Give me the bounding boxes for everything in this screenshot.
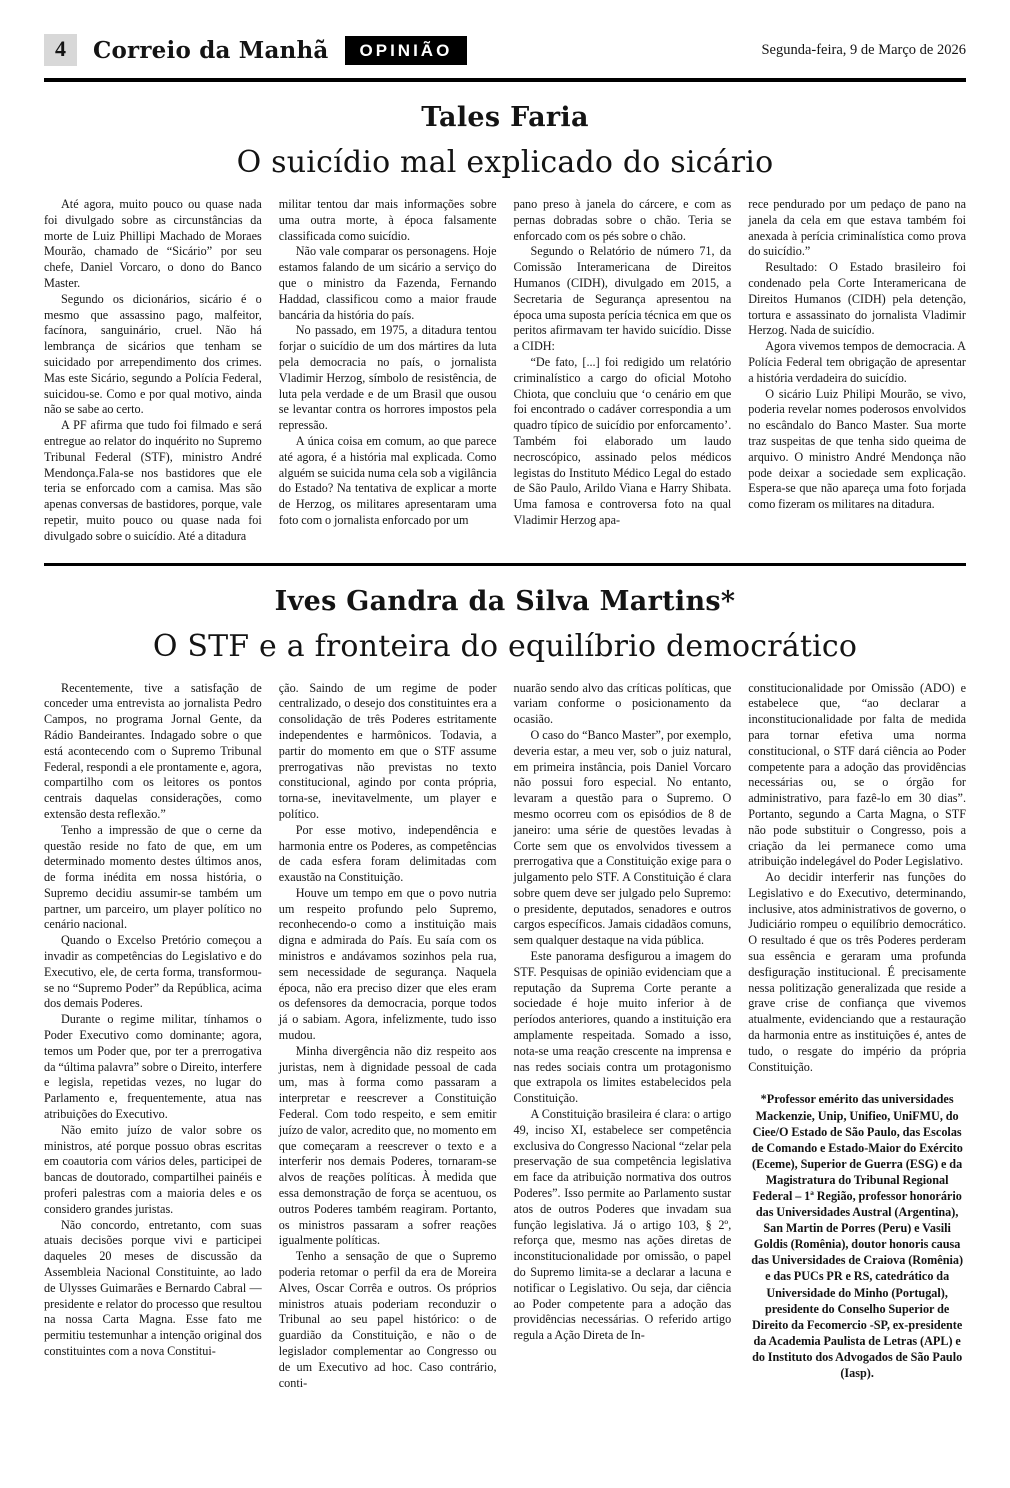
text-column — [279, 197, 497, 545]
text-column — [748, 197, 966, 545]
paragraph: Segundo os dicionários, sicário é o mesmo que assassino pago, malfeitor, facínora, sanguinário, cruel. Não há lembrança de sicários que tenham se suicidado por arrependimento dos crimes. Mas este Sicário, segundo a Polícia Federal, suicidou-se. Como e por qual motivo, ainda não se sabe ao certo. — [44, 291, 262, 417]
paragraph: Recentemente, tive a satisfação de conceder uma entrevista ao jornalista Pedro Campos, no programa Jornal Gente, da Rádio Bandeirantes. Indagado sobre o que está acontecendo com o Supremo Tribunal Federal, respondi a ele prontamente e, agora, compartilho com os leitores os pontos centrais daquelas considerações, como extensão desta reflexão.” — [44, 680, 262, 821]
masthead: Correio da Manhã — [93, 36, 329, 64]
paragraph: Minha divergência não diz respeito aos juristas, nem à dignidade pessoal de cada um, mas à forma como passaram a interpretar e reescrever a Constituição Federal. Com todo respeito, e sem emitir juízo de valor, acredito que, no momento em que começaram a reescrever o texto e a interferir nos demais Poderes, tornaram-se alvos de reações políticas. À medida que essa demonstração de força se acentuou, os outros Poderes também reagiram. Portanto, os ministros passaram a sofrer reações igualmente políticas. — [278, 1043, 497, 1248]
article-author: Tales Faria — [421, 102, 589, 133]
paragraph: “De fato, [...] foi redigido um relatório criminalístico a cargo do oficial Motoho Chiota, que concluiu que ‘o cenário em que foi encontrado o cadáver correspondia a um quadro típico de suicídio por enforcamento’. Também foi elaborado um laudo necroscópico, assinado pelos médicos legistas do Instituto Médico Legal do estado de São Paulo, Arildo Viana e Harry Shibata. Uma famosa e controversa foto na qual Vladimir Herzog apa- — [513, 354, 732, 527]
article-tales-faria — [44, 102, 966, 545]
text-column — [44, 197, 262, 545]
paragraph: Durante o regime militar, tínhamos o Poder Executivo como dominante; agora, temos um Poder que, por ter a prerrogativa da “última palavra” sobre o Direito, interfere e legisla, repetidas vezes, no lugar do Parlamento e, frequentemente, atua nas atribuições do Executivo. — [44, 1012, 262, 1122]
paragraph: ção. Saindo de um regime de poder centralizado, o desejo dos constituintes era a consolidação de três Poderes estritamente independentes e harmônicos. Todavia, a partir do momento em que o STF assume prerrogativas não previstas no texto constitucional, agindo por conta própria, torna-se, inevitavelmente, um player e político. — [278, 680, 497, 821]
paragraph: nuarão sendo alvo das críticas políticas, que variam conforme o posicionamento da ocasião. — [513, 680, 732, 727]
paragraph: O sicário Luiz Philipi Mourão, se vivo, poderia revelar nomes poderosos envolvidos no escândalo do Banco Master. Sua morte traz suspeitas de que tenha sido queima de arquivo. O ministro André Mendonça não pode deixar a sociedade sem explicação. Espera-se que não apareça uma foto forjada como fizeram os militares na ditadura. — [748, 386, 966, 512]
paragraph: Não vale comparar os personagens. Hoje estamos falando de um sicário a serviço do que o ministro da Fazenda, Fernando Haddad, classificou como a maior fraude bancária da história do país. — [278, 244, 497, 322]
paragraph: rece pendurado por um pedaço de pano na janela da cela em que estava também foi anexada à perícia criminalística como prova do suicídio.” — [748, 197, 966, 259]
paragraph: O caso do “Banco Master”, por exemplo, deveria estar, a meu ver, sob o juiz natural, em primeira instância, pois Daniel Vorcaro não possui foro especial. No entanto, levaram a questão para o Supremo. O mesmo ocorreu com os episódios de 8 de janeiro: uma série de questões levadas à Corte sem que os envolvidos tivessem a prerrogativa que a Constituição exige para o julgamento pelo STF. A Constituição é clara sobre quem deve ser julgado pelo Supremo: o presidente, deputados, senadores e outros cargos específicos. Jamais cidadãos comuns, sem qualquer destaque na vida pública. — [513, 727, 732, 948]
article-headline: O STF e a fronteira do equilíbrio democrático — [152, 628, 858, 664]
header-rule — [44, 78, 966, 82]
paragraph: Houve um tempo em que o povo nutria um respeito profundo pelo Supremo, reconhecendo-o como a instituição mais digna e admirada do País. Eu saía com os ministros e andávamos sozinhos pela rua, sem necessidade de segurança. Naquela época, não era preciso dizer que eles eram os defensores da democracia, porque todos já o sabiam. Agora, infelizmente, tudo isso mudou. — [278, 885, 497, 1043]
section-badge: OPINIÃO — [345, 36, 468, 65]
paragraph: Por esse motivo, independência e harmonia entre os Poderes, as competências de cada esfera foram delimitadas com exaustão na Constituição. — [278, 822, 497, 885]
page-number: 4 — [44, 34, 77, 66]
page-header — [44, 34, 966, 66]
paragraph: Tenho a sensação de que o Supremo poderia retomar o perfil da era de Moreira Alves, Oscar Corrêa e outros. Os próprios ministros atuais poderiam reconduzir o Tribunal ao seu papel histórico: o de guardião da Constituição, e não o de legislador complementar ao Congresso ou de um Executivo ad hoc. Caso contrário, conti- — [278, 1249, 497, 1390]
text-column — [44, 681, 262, 1392]
text-column — [514, 681, 732, 1392]
paragraph: No passado, em 1975, a ditadura tentou forjar o suicídio de um dos mártires da luta pela democracia no país, o jornalista Vladimir Herzog, símbolo de resistência, de luta pela verdade e de um Brasil que ousou se levantar contra os horrores impostos pela repressão. — [278, 323, 497, 433]
text-column — [279, 681, 497, 1392]
article-columns — [44, 197, 966, 545]
article-headline: O suicídio mal explicado do sicário — [236, 145, 774, 180]
paragraph: Até agora, muito pouco ou quase nada foi divulgado sobre as circunstâncias da morte de Luiz Phillipi Machado de Moraes Mourão, chamado de “Sicário” por seu chefe, Daniel Vorcaro, o dono do Banco Master. — [44, 197, 262, 290]
section-divider — [44, 563, 966, 566]
paragraph: Resultado: O Estado brasileiro foi condenado pela Corte Interamericana de Direitos Humanos (CIDH) pela detenção, tortura e assassinato do jornalista Vladimir Herzog. Nada de suicídio. — [748, 260, 966, 338]
paragraph: A única coisa em comum, ao que parece até agora, é a história mal explicada. Como alguém se suicida numa cela sob a vigilância do Estado? Na tentativa de explicar a morte de Herzog, os militares apresentaram uma foto com o jornalista enforcado por um — [278, 433, 497, 527]
paragraph: Não emito juízo de valor sobre os ministros, até porque possuo obras escritas em coautoria com vários deles, participei de bancas de doutorado, compartilhei painéis e proferi palestras com a maioria deles e os considero grandes juristas. — [44, 1122, 262, 1216]
paragraph: pano preso à janela do cárcere, e com as pernas dobradas sobre o chão. Teria se enforcado com os pés sobre o chão. — [513, 197, 732, 243]
paragraph: A PF afirma que tudo foi filmado e será entregue ao relator do inquérito no Supremo Tribunal Federal (STF), ministro André Mendonça.Fala-se nos bastidores que ele teria se enforcado com a camisa. Mas são apenas conversas de bastidores, porque, vale repetir, muito pouco ou quase nada foi divulgado sobre o suicídio. Até a ditadura — [44, 418, 262, 543]
paragraph: Agora vivemos tempos de democracia. A Polícia Federal tem obrigação de apresentar a história verdadeira do suicídio. — [748, 339, 966, 385]
paragraph: Segundo o Relatório de número 71, da Comissão Interamericana de Direitos Humanos (CIDH), divulgado em 2015, a Secretaria de Segurança apresentou na época uma suposta perícia técnica em que os peritos afirmavam ter havido suicídio. Disse a CIDH: — [513, 244, 732, 354]
text-column — [748, 681, 966, 1392]
paragraph: militar tentou dar mais informações sobre uma outra morte, à época falsamente classificada como suicídio. — [278, 197, 497, 243]
paragraph: Este panorama desfigurou a imagem do STF. Pesquisas de opinião evidenciam que a reputação da Suprema Corte perante a sociedade é hoje muito inferior à de períodos anteriores, quando a instituição era amplamente respeitada. Somado a isso, nota-se uma reação crescente na imprensa e nas redes sociais contra um protagonismo que extrapola os limites estabelecidos pela Constituição. — [513, 949, 732, 1106]
edition-date: Segunda-feira, 9 de Março de 2026 — [761, 41, 966, 58]
paragraph: Ao decidir interferir nas funções do Legislativo e do Executivo, determinando, inclusive, atos administrativos de governo, o Judiciário rompeu o equilíbrio democrático. O resultado é que os três Poderes perderam sua essência e geraram uma profunda desfiguração institucional. É precisamente nessa politização generalizada que reside a grave crise de confiança que vivemos atualmente, evidenciando que a restauração da harmonia entre as instituições é, antes de tudo, o resgate do império da própria Constituição. — [748, 870, 966, 1074]
paragraph: Não concordo, entretanto, com suas atuais decisões porque vivi e participei daqueles 20 meses de discussão da Assembleia Nacional Constituinte, ao lado de Ulysses Guimarães e Bernardo Cabral — presidente e relator do processo que resultou na nossa Carta Magna. Esse fato me permitiu testemunhar a intenção original dos constituintes com a nova Constitui- — [44, 1217, 262, 1358]
paragraph: constitucionalidade por Omissão (ADO) e estabelece que, “ao declarar a inconstitucionalidade por falta de medida para tornar efetiva uma norma constitucional, o STF dará ciência ao Poder competente para a adoção das providências necessárias ou, se o órgão for administrativo, para fazê-lo em 30 dias”. Portanto, segundo a Carta Magna, o STF não pode substituir o Congresso, pois a criação da lei permanece como uma atribuição indelegável do Poder Legislativo. — [748, 680, 966, 869]
paragraph: Tenho a impressão de que o cerne da questão reside no fato de que, em um determinado momento destes últimos anos, de forma inédita em nossa história, o Supremo decidiu assumir-se também um partner, um parceiro, um player político no cenário nacional. — [44, 822, 262, 932]
text-column — [514, 197, 732, 545]
article-author: Ives Gandra da Silva Martins* — [274, 585, 736, 617]
article-columns — [44, 681, 966, 1392]
footnote: *Professor emérito das universidades Mackenzie, Unip, Unifieo, UniFMU, do Ciee/O Estado de São Paulo, das Escolas de Comando e Estado-Maior do Exército (Eceme), Superior de Guerra (ESG) e da Magistratura do Tribunal Regional Federal – 1ª Região, professor honorário das Universidades Austral (Argentina), San Martin de Porres (Peru) e Vasili Goldis (Romênia), doutor honoris causa das Universidades de Craiova (Romênia) e das PUCs PR e RS, catedrático da Universidade do Minho (Portugal), presidente do Conselho Superior de Direito da Fecomercio -SP, ex-presidente da Academia Paulista de Letras (APL) e do Instituto dos Advogados de São Paulo (Iasp). — [751, 1092, 964, 1381]
article-ives-gandra — [44, 586, 966, 1392]
paragraph: Quando o Excelso Pretório começou a invadir as competências do Legislativo e do Executivo, ele, de certa forma, transformou-se no “Supremo Poder” da República, acima dos demais Poderes. — [44, 933, 262, 1011]
paragraph: A Constituição brasileira é clara: o artigo 49, inciso XI, estabelece ser competência exclusiva do Congresso Nacional “zelar pela preservação de sua competência legislativa em face da atribuição normativa dos outros Poderes”. Isso permite ao Parlamento sustar atos de outros Poderes que invadam sua função legislativa. Já o artigo 103, § 2º, reforça que, mesmo nas ações diretas de inconstitucionalidade por omissão, o papel do Supremo limita-se a declarar a lacuna e notificar o Legislativo. Ou seja, dar ciência ao Poder competente para a adoção das providências necessárias. O referido artigo regula a Ação Direta de In- — [513, 1107, 732, 1343]
